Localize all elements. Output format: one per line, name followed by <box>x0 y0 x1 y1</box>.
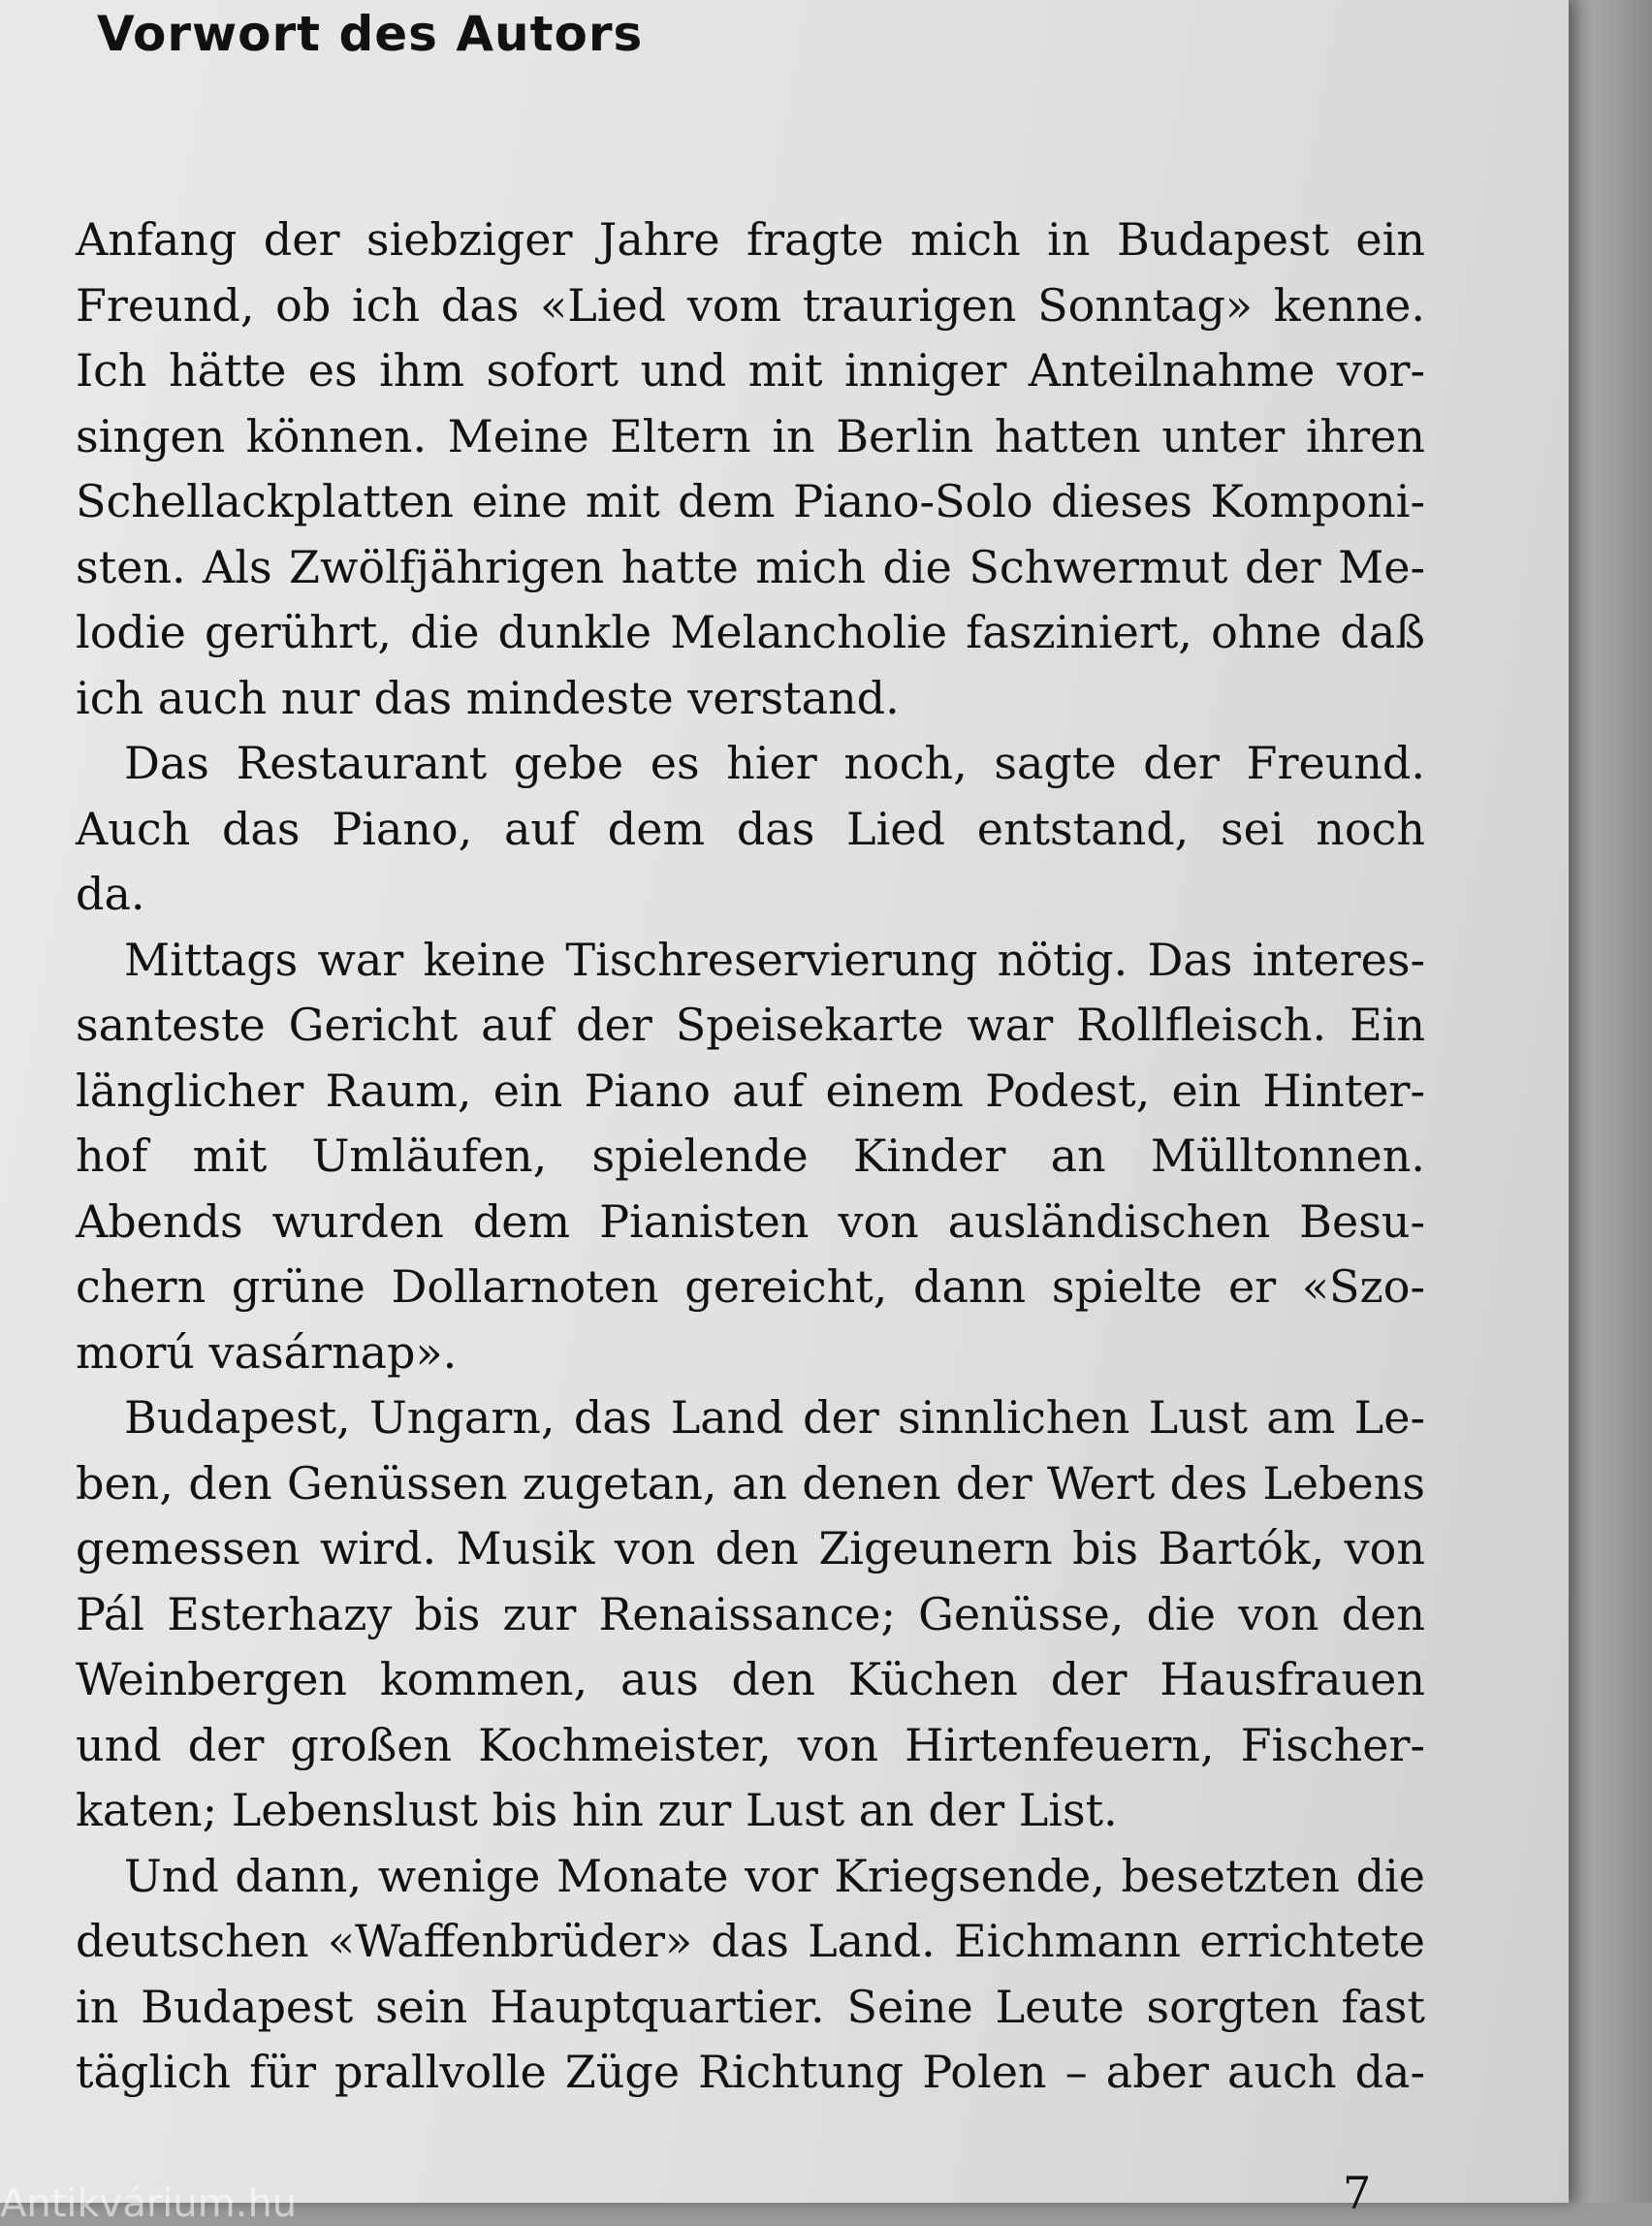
text-line: Anfang der siebziger Jahre fragte mich in Budapest ein <box>76 213 1425 266</box>
paragraph-4 <box>76 1385 1425 1844</box>
text-line: deutschen «Waffenbrüder» das Land. Eichmann errichtete <box>76 1915 1425 1967</box>
text-line: Mittags war keine Tischreservierung nötig. Das interes- <box>124 933 1425 986</box>
text-line: Schellackplatten eine mit dem Piano-Solo dieses Komponi- <box>76 475 1425 527</box>
paragraph-3 <box>76 928 1425 1386</box>
text-line: gemessen wird. Musik von den Zigeunern bis Bartók, von <box>76 1522 1425 1574</box>
watermark: Antikvárium.hu <box>0 2181 298 2226</box>
text-line: hof mit Umläufen, spielende Kinder an Mülltonnen. <box>76 1129 1425 1182</box>
text-line: santeste Gericht auf der Speisekarte war Rollfleisch. Ein <box>76 999 1425 1051</box>
text-line: und der großen Kochmeister, von Hirtenfeuern, Fischer- <box>76 1718 1425 1771</box>
text-line: in Budapest sein Hauptquartier. Seine Leute sorgten fast <box>76 1980 1425 2033</box>
body-text <box>76 207 1425 2106</box>
chapter-heading: Vorwort des Autors <box>97 6 644 62</box>
text-line: Weinbergen kommen, aus den Küchen der Hausfrauen <box>76 1653 1425 1705</box>
text-line: Auch das Piano, auf dem das Lied entstand, sei noch <box>76 802 1425 855</box>
text-line: da. <box>76 868 145 920</box>
text-line: Freund, ob ich das «Lied vom traurigen Sonntag» kenne. <box>76 278 1425 332</box>
paragraph-2 <box>76 731 1425 928</box>
text-line: singen können. Meine Eltern in Berlin hatten unter ihren <box>76 409 1425 462</box>
text-line: ich auch nur das mindeste verstand. <box>76 671 900 724</box>
text-line: Das Restaurant gebe es hier noch, sagte der Freund. <box>124 737 1425 789</box>
text-line: ben, den Genüssen zugetan, an denen der Wert des Lebens <box>76 1456 1425 1510</box>
text-line: morú vasárnap». <box>76 1325 458 1379</box>
text-line: Pál Esterhazy bis zur Renaissance; Genüsse, die von den <box>76 1587 1425 1640</box>
text-line: Und dann, wenige Monate vor Kriegsende, besetzten die <box>124 1849 1425 1902</box>
paragraph-5 <box>76 1844 1425 2106</box>
text-line: länglicher Raum, ein Piano auf einem Podest, ein Hinter- <box>76 1064 1425 1117</box>
text-line: sten. Als Zwölfjährigen hatte mich die Schwermut der Me- <box>76 540 1425 593</box>
text-line: Budapest, Ungarn, das Land der sinnlichen Lust am Le- <box>124 1391 1425 1444</box>
page-number: 7 <box>1343 2167 1372 2219</box>
text-line: täglich für prallvolle Züge Richtung Polen – aber auch da- <box>76 2046 1425 2098</box>
text-line: lodie gerührt, die dunkle Melancholie fasziniert, ohne daß <box>76 606 1425 658</box>
paragraph-1 <box>76 207 1425 731</box>
book-page-edge <box>1569 0 1652 2203</box>
text-line: Abends wurden dem Pianisten von ausländischen Besu- <box>76 1194 1425 1248</box>
text-line: katen; Lebenslust bis hin zur Lust an der List. <box>76 1784 1118 1836</box>
text-line: Ich hätte es ihm sofort und mit inniger Anteilnahme vor- <box>76 344 1425 397</box>
text-line: chern grüne Dollarnoten gereicht, dann spielte er «Szo- <box>76 1260 1425 1313</box>
